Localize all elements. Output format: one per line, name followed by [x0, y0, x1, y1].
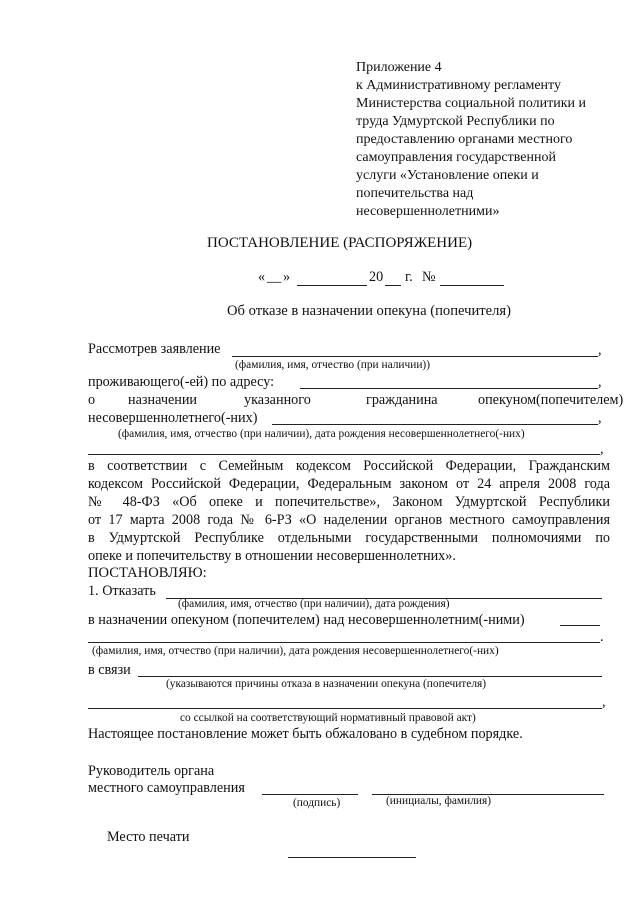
head-label-line1: Руководитель органа	[88, 763, 215, 779]
number-label: №	[422, 269, 436, 285]
address-field[interactable]	[300, 388, 598, 389]
minor-hint: (фамилия, имя, отчество (при наличии), дата рождения несовершеннолетнего(-них)	[118, 428, 525, 440]
appoint-word: опекуном	[478, 392, 537, 408]
annex-line: самоуправления государственной	[356, 150, 556, 165]
applicant-name-field[interactable]	[232, 356, 598, 357]
legal-basis-line: от 17 марта 2008 года № 6-РЗ «О наделении органов местного самоуправления	[88, 512, 610, 528]
signature-field[interactable]	[262, 794, 358, 795]
appoint-word: (попечителем)	[536, 392, 624, 408]
annex-title: Приложение 4	[356, 60, 442, 75]
legal-basis-line: в Удмуртской Республике отдельными государственными полномочиями по	[88, 530, 610, 546]
stamp-line	[288, 857, 416, 858]
stamp-label: Место печати	[107, 829, 190, 845]
date-month-field[interactable]	[297, 285, 367, 286]
annex-line: предоставлению органами местного	[356, 132, 573, 147]
refuse-label: 1. Отказать	[88, 583, 156, 599]
appoint-over-field[interactable]	[560, 625, 600, 626]
appeal-text: Настоящее постановление может быть обжаловано в судебном порядке.	[88, 726, 523, 742]
number-field[interactable]	[440, 285, 504, 286]
subject-title: Об отказе в назначении опекуна (попечителя)	[227, 303, 511, 319]
reason-field-continued[interactable]	[88, 708, 602, 709]
document-title: ПОСТАНОВЛЕНИЕ (РАСПОРЯЖЕНИЕ)	[207, 235, 473, 251]
decree-label: ПОСТАНОВЛЯЮ:	[88, 565, 207, 581]
legal-basis-line: в соответствии с Семейным кодексом Российской Федерации, Гражданским	[88, 458, 610, 474]
annex-line: несовершеннолетними»	[356, 204, 500, 219]
minor-name-field[interactable]	[88, 642, 600, 643]
annex-line: труда Удмуртской Республики по	[356, 114, 555, 129]
date-day-blank: __	[267, 269, 282, 285]
signature-hint: (подпись)	[293, 797, 341, 809]
date-close-quote: »	[283, 269, 291, 285]
act-reference-hint: со ссылкой на соответствующий нормативный правовой акт)	[180, 712, 476, 724]
applicant-name-hint: (фамилия, имя, отчество (при наличии))	[235, 359, 431, 371]
appoint-over-label: в назначении опекуном (попечителем) над несовершеннолетним(-ними)	[88, 612, 525, 628]
considered-label: Рассмотрев заявление	[88, 341, 221, 357]
head-label-line2: местного самоуправления	[88, 780, 245, 796]
minor-field[interactable]	[272, 424, 598, 425]
minor-hint-2: (фамилия, имя, отчество (при наличии), дата рождения несовершеннолетнего(-них)	[92, 645, 499, 657]
legal-basis-line-last: опеке и попечительству в отношении несовершеннолетних».	[88, 548, 456, 564]
date-year-suffix: г.	[405, 269, 413, 285]
reason-label: в связи	[88, 662, 131, 678]
appoint-word: гражданина	[366, 392, 438, 408]
legal-basis-line: кодексом Российской Федерации, Федеральным законом от 24 апреля 2008 года	[88, 476, 610, 492]
annex-line: к Административному регламенту	[356, 78, 561, 93]
date-open-quote: «	[258, 269, 266, 285]
date-year-prefix: 20	[369, 269, 384, 285]
minor-label: несовершеннолетнего(-них)	[88, 410, 258, 426]
refused-person-hint: (фамилия, имя, отчество (при наличии), дата рождения)	[178, 598, 450, 610]
appoint-word: назначении	[128, 392, 198, 408]
address-label: проживающего(-ей) по адресу:	[88, 374, 275, 390]
legal-basis-line: № 48-ФЗ «Об опеке и попечительстве», Законом Удмуртской Республики	[88, 494, 610, 510]
annex-line: услуги «Установление опеки и	[356, 168, 539, 183]
initials-hint: (инициалы, фамилия)	[386, 795, 492, 807]
appoint-word: указанного	[244, 392, 311, 408]
date-year-field[interactable]	[385, 285, 401, 286]
annex-line: попечительства над	[356, 186, 474, 201]
reason-hint: (указываются причины отказа в назначении опекуна (попечителя)	[166, 678, 487, 690]
appoint-word: о	[88, 392, 96, 408]
annex-block	[356, 60, 626, 220]
minor-field-continued[interactable]	[88, 454, 600, 455]
annex-line: Министерства социальной политики и	[356, 96, 587, 111]
